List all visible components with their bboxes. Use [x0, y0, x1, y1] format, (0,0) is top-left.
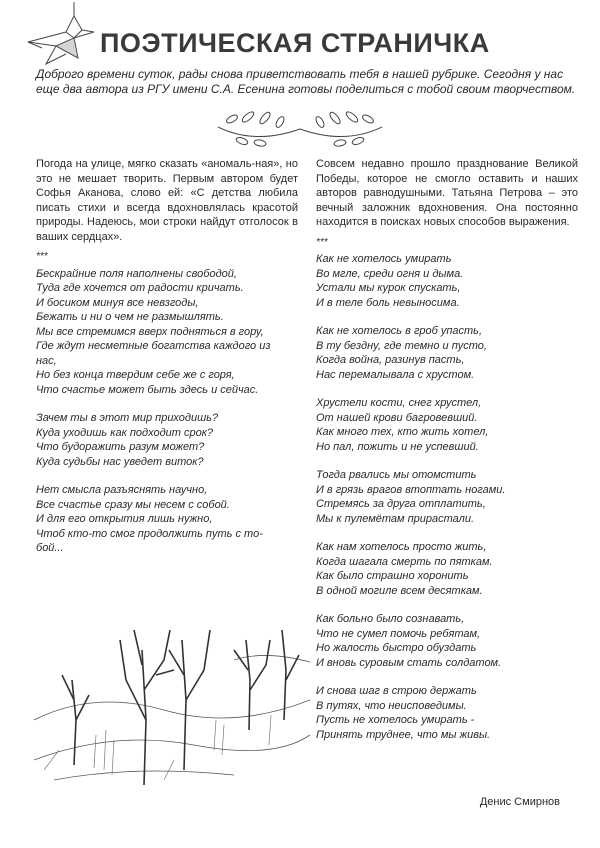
poem-stanza [36, 411, 298, 469]
leaf-ornament-icon [210, 105, 390, 151]
poem-line: Что счастье может быть здесь и сейчас. [36, 383, 259, 396]
poem-line: нас, [36, 354, 57, 367]
poem-line: Тогда рвались мы отомстить [316, 469, 477, 481]
poem-line: Что будоражить разум может? [36, 441, 205, 453]
poem-line: Как не хотелось умирать [316, 253, 452, 265]
winter-trees-sketch [34, 570, 310, 792]
poem-line: Во мгле, среди огня и дыма. [316, 267, 464, 280]
poem-stanza [316, 684, 578, 742]
poem-line: Но пал, пожить и не успевший. [316, 440, 479, 453]
poem-line: Как было страшно хоронить [316, 570, 469, 582]
poem-line: Хрустели кости, снег хрустел, [316, 397, 482, 409]
left-intro-text: Погода на улице, мягко сказать «аномаль-ная», но это не мешает творить. Первым автором будет Софья Аканова, слово ей: «С детства любила писать стихи и всегда вдохновлялась красотой природы. Надеюсь, мои строки найдут отголосок в ваших сердцах». [36, 158, 298, 243]
poem-line: Устали мы курок спускать, [316, 282, 461, 294]
page-title: ПОЭТИЧЕСКАЯ СТРАНИЧКА [100, 28, 490, 58]
left-column [36, 157, 298, 570]
poem-line: И в теле боль невыносима. [316, 296, 460, 309]
poem-stanza [316, 612, 578, 670]
poem-line: Нет смысла разъяснять научно, [36, 484, 208, 496]
author-signature: Денис Смирнов [479, 796, 560, 808]
poem-line: Как нам хотелось просто жить, [316, 541, 487, 553]
poem-line: Мы все стремимся вверх подняться в гору, [36, 325, 264, 338]
poem-stanza [316, 252, 578, 310]
poem-line: Стремясь за друга отплатить, [316, 498, 486, 510]
poem-line: Но жалость быстро обуздать [316, 642, 477, 654]
poem-line: Чтоб кто-то смог продолжить путь с то- [36, 527, 263, 540]
poem-line: Все счастье сразу мы несем с собой. [36, 498, 230, 511]
left-poem [36, 267, 298, 556]
poem-line: Пусть не хотелось умирать - [316, 714, 475, 726]
left-stars-separator: *** [36, 251, 48, 262]
poem-line: Нас перемалывала с хрустом. [316, 368, 475, 381]
right-column [316, 157, 578, 756]
poem-line: И вновь суровым стать солдатом. [316, 656, 502, 669]
poem-line: Когда шагала смерть по пяткам. [316, 555, 493, 568]
poem-line: В путях, что неисповедимы. [316, 699, 467, 712]
poem-line: Но без конца твердим себе же с горя, [36, 369, 235, 381]
poem-stanza [36, 483, 298, 556]
poem-stanza [36, 267, 298, 398]
poem-line: Что не сумел помочь ребятам, [316, 627, 481, 640]
poem-stanza [316, 540, 578, 598]
poem-line: Зачем ты в этот мир приходишь? [36, 412, 219, 424]
poem-line: Бежать и ни о чем не размышлять. [36, 311, 224, 323]
poem-line: Куда уходишь как подходит срок? [36, 426, 214, 439]
poem-line: В ту бездну, где темно и пусто, [316, 339, 487, 352]
poem-line: бой... [36, 542, 64, 554]
intro-paragraph: Доброго времени суток, рады снова приветствовать тебя в нашей рубрике. Сегодня у нас еще два автора из РГУ имени С.А. Есенина готовы поделиться с тобой своим творчеством. [36, 67, 576, 96]
poem-line: И снова шаг в строю держать [316, 685, 477, 697]
poem-line: Бескрайние поля наполнены свободой, [36, 267, 237, 280]
poem-line: Куда судьбы нас уведет виток? [36, 455, 204, 468]
poem-stanza [316, 396, 578, 454]
right-intro-text: Совсем недавно прошло празднование Великой Победы, которое не смогло оставить и наших авторов равнодушными. Татьяна Петрова – это вечный заложник вдохновения. Она постоянно находится в поисках новых способов выражения. [316, 158, 578, 228]
poem-line: Как больно было сознавать, [316, 613, 465, 625]
poem-line: И босиком минуя все невзгоды, [36, 296, 199, 309]
poem-line: Когда война, разинув пасть, [316, 354, 465, 366]
poem-line: И в грязь врагов втоптать ногами. [316, 483, 506, 496]
poem-line: Где ждут несметные богатства каждого из [36, 340, 271, 352]
poem-line: Мы к пулемётам прирастали. [316, 512, 475, 525]
poem-line: И для его открытия лишь нужно, [36, 513, 213, 525]
poem-line: От нашей крови багровевший. [316, 411, 478, 424]
poem-line: Туда где хочется от радости кричать. [36, 282, 244, 294]
poem-line: Принять труднее, что мы живы. [316, 728, 491, 741]
poem-line: Как много тех, кто жить хотел, [316, 426, 489, 438]
poem-stanza [316, 324, 578, 382]
right-poem [316, 252, 578, 742]
right-stars-separator: *** [316, 236, 328, 248]
poem-line: В одной могиле всем десяткам. [316, 584, 483, 597]
origami-crane-icon [22, 2, 102, 74]
poem-line: Как не хотелось в гроб упасть, [316, 325, 483, 337]
poem-stanza [316, 468, 578, 526]
